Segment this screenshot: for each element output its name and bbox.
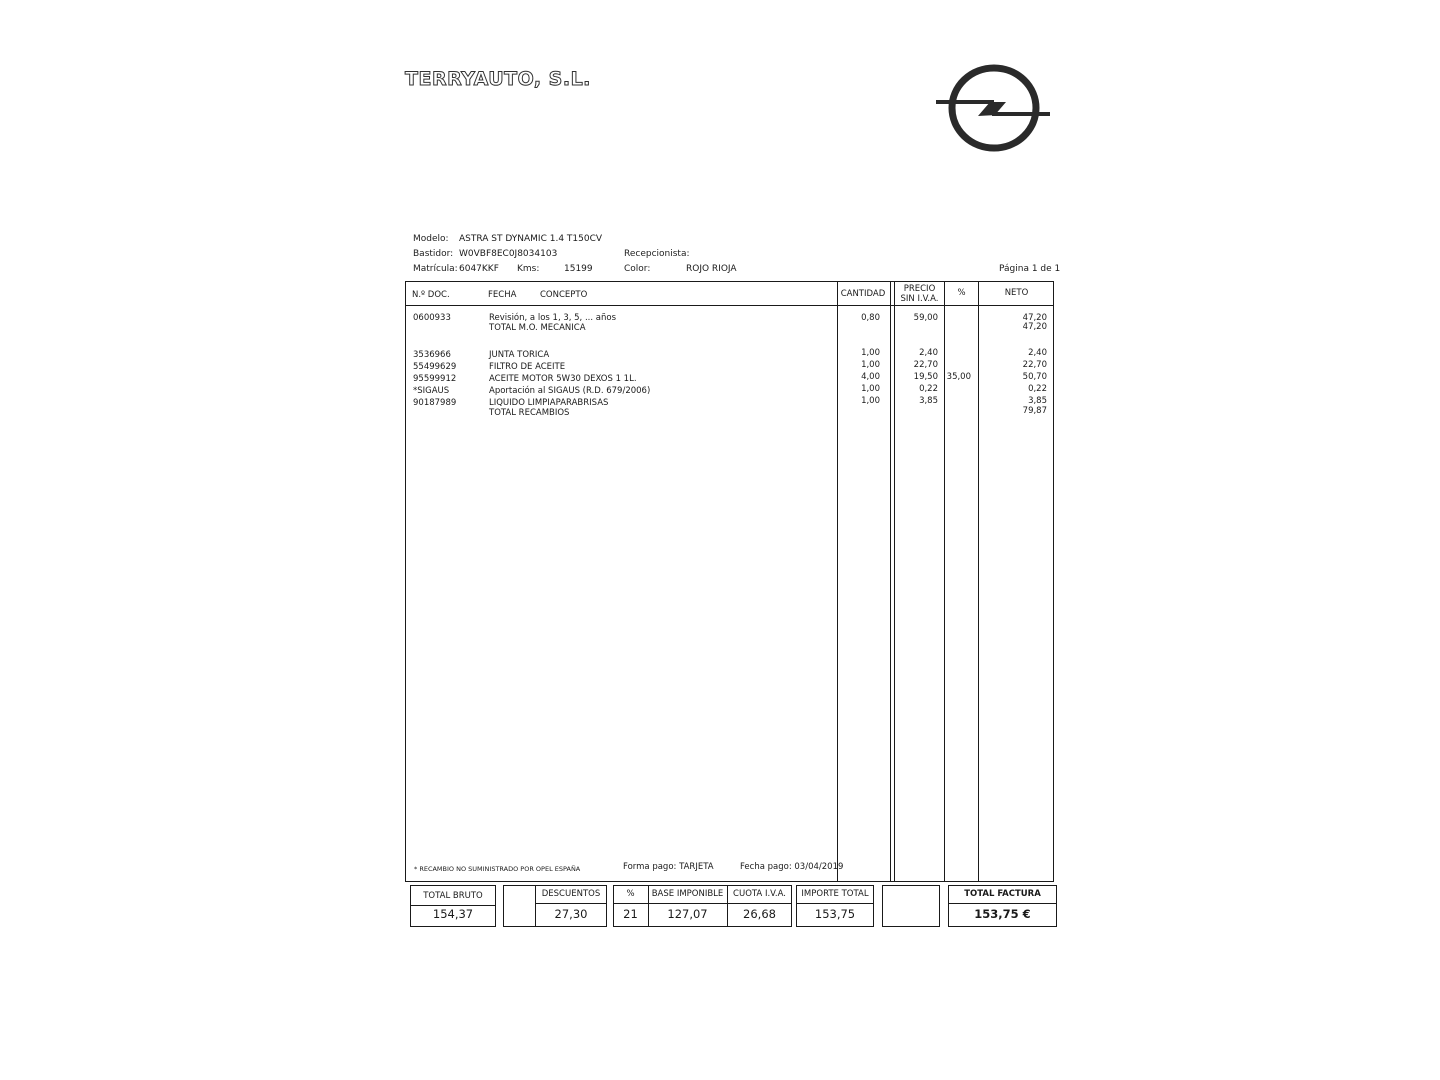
row-neto: 79,87	[1022, 406, 1047, 416]
base-imponible-value: 127,07	[667, 907, 708, 921]
cell-divider	[410, 905, 496, 906]
row-precio: 59,00	[913, 313, 938, 323]
row-precio: 19,50	[913, 372, 938, 382]
total-factura-value: 153,75 €	[974, 907, 1031, 921]
row-doc: 0600933	[413, 313, 451, 323]
row-neto: 0,22	[1028, 384, 1047, 394]
row-neto: 50,70	[1022, 372, 1047, 382]
row-cantidad: 1,00	[861, 396, 880, 406]
row-neto: 22,70	[1022, 360, 1047, 370]
row-precio: 3,85	[919, 396, 938, 406]
col-divider	[894, 281, 895, 882]
col-header-precio-sub: SIN I.V.A.	[900, 294, 939, 304]
cell-divider	[535, 903, 607, 904]
page-number: Página 1 de 1	[999, 264, 1061, 274]
col-header-ndoc: N.º DOC.	[412, 290, 450, 300]
row-cantidad: 0,80	[861, 313, 880, 323]
col-header-precio: PRECIO	[903, 284, 936, 294]
row-doc: 95599912	[413, 374, 457, 384]
descuentos-value: 27,30	[554, 907, 588, 921]
kms-label: Kms:	[517, 264, 540, 274]
row-precio: 0,22	[919, 384, 938, 394]
opel-logo-icon	[932, 62, 1054, 154]
row-doc: *SIGAUS	[413, 386, 450, 396]
row-cantidad: 1,00	[861, 384, 880, 394]
row-cantidad: 1,00	[861, 360, 880, 370]
bastidor-label: Bastidor:	[413, 249, 454, 259]
matricula-label: Matrícula:	[413, 264, 458, 274]
row-concepto: JUNTA TORICA	[489, 350, 550, 360]
col-header-cantidad: CANTIDAD	[840, 289, 886, 299]
cuota-iva-value: 26,68	[743, 907, 776, 921]
row-concepto: TOTAL M.O. MECANICA	[489, 323, 586, 333]
forma-pago: Forma pago: TARJETA	[623, 862, 714, 872]
cell-divider	[796, 903, 874, 904]
row-neto: 47,20	[1022, 313, 1047, 323]
row-concepto: Aportación al SIGAUS (R.D. 679/2006)	[489, 386, 651, 396]
header-divider	[405, 305, 1054, 306]
recepcionista-label: Recepcionista:	[624, 249, 690, 259]
row-doc: 3536966	[413, 350, 451, 360]
row-cantidad: 1,00	[861, 348, 880, 358]
col-header-concepto: CONCEPTO	[540, 290, 588, 300]
col-header-pct: %	[957, 288, 966, 298]
cuota-iva-label: CUOTA I.V.A.	[733, 889, 786, 899]
row-doc: 90187989	[413, 398, 457, 408]
descuentos-label: DESCUENTOS	[541, 889, 601, 899]
modelo-label: Modelo:	[413, 234, 449, 244]
color-label: Color:	[624, 264, 651, 274]
row-precio: 22,70	[913, 360, 938, 370]
col-divider	[890, 281, 891, 882]
row-doc: 55499629	[413, 362, 457, 372]
base-imponible-label: BASE IMPONIBLE	[651, 889, 724, 899]
color-value: ROJO RIOJA	[686, 264, 737, 274]
col-divider	[837, 281, 838, 882]
total-bruto-value: 154,37	[432, 907, 474, 921]
row-neto: 47,20	[1022, 322, 1047, 332]
total-bruto-label: TOTAL BRUTO	[423, 891, 483, 901]
row-neto: 2,40	[1028, 348, 1047, 358]
empty-box	[882, 885, 940, 927]
pct-value: 21	[623, 907, 638, 921]
row-concepto: FILTRO DE ACEITE	[489, 362, 566, 372]
cell-divider	[613, 903, 792, 904]
row-concepto: LIQUIDO LIMPIAPARABRISAS	[489, 398, 609, 408]
matricula-value: 6047KKF	[459, 264, 499, 274]
col-header-neto: NETO	[1004, 288, 1029, 298]
col-header-fecha: FECHA	[488, 290, 517, 300]
row-neto: 3,85	[1028, 396, 1047, 406]
total-factura-label: TOTAL FACTURA	[964, 889, 1041, 899]
row-cantidad: 4,00	[861, 372, 880, 382]
importe-total-value: 153,75	[814, 907, 856, 921]
row-pct: 35,00	[946, 372, 971, 382]
modelo-value: ASTRA ST DYNAMIC 1.4 T150CV	[459, 234, 603, 244]
pct-label: %	[626, 889, 635, 899]
row-concepto: TOTAL RECAMBIOS	[489, 408, 570, 418]
importe-total-label: IMPORTE TOTAL	[801, 889, 869, 899]
footnote: * RECAMBIO NO SUMINISTRADO POR OPEL ESPAÑA	[414, 865, 581, 873]
cell-divider	[948, 903, 1057, 904]
row-concepto: Revisión, a los 1, 3, 5, ... años	[489, 313, 616, 323]
bastidor-value: W0VBF8EC0J8034103	[459, 249, 558, 259]
row-precio: 2,40	[919, 348, 938, 358]
row-concepto: ACEITE MOTOR 5W30 DEXOS 1 1L.	[489, 374, 637, 384]
col-divider	[978, 281, 979, 882]
fecha-pago: Fecha pago: 03/04/2019	[740, 862, 844, 872]
company-name: TERRYAUTO, S.L.	[405, 68, 591, 90]
kms-value: 15199	[564, 264, 593, 274]
